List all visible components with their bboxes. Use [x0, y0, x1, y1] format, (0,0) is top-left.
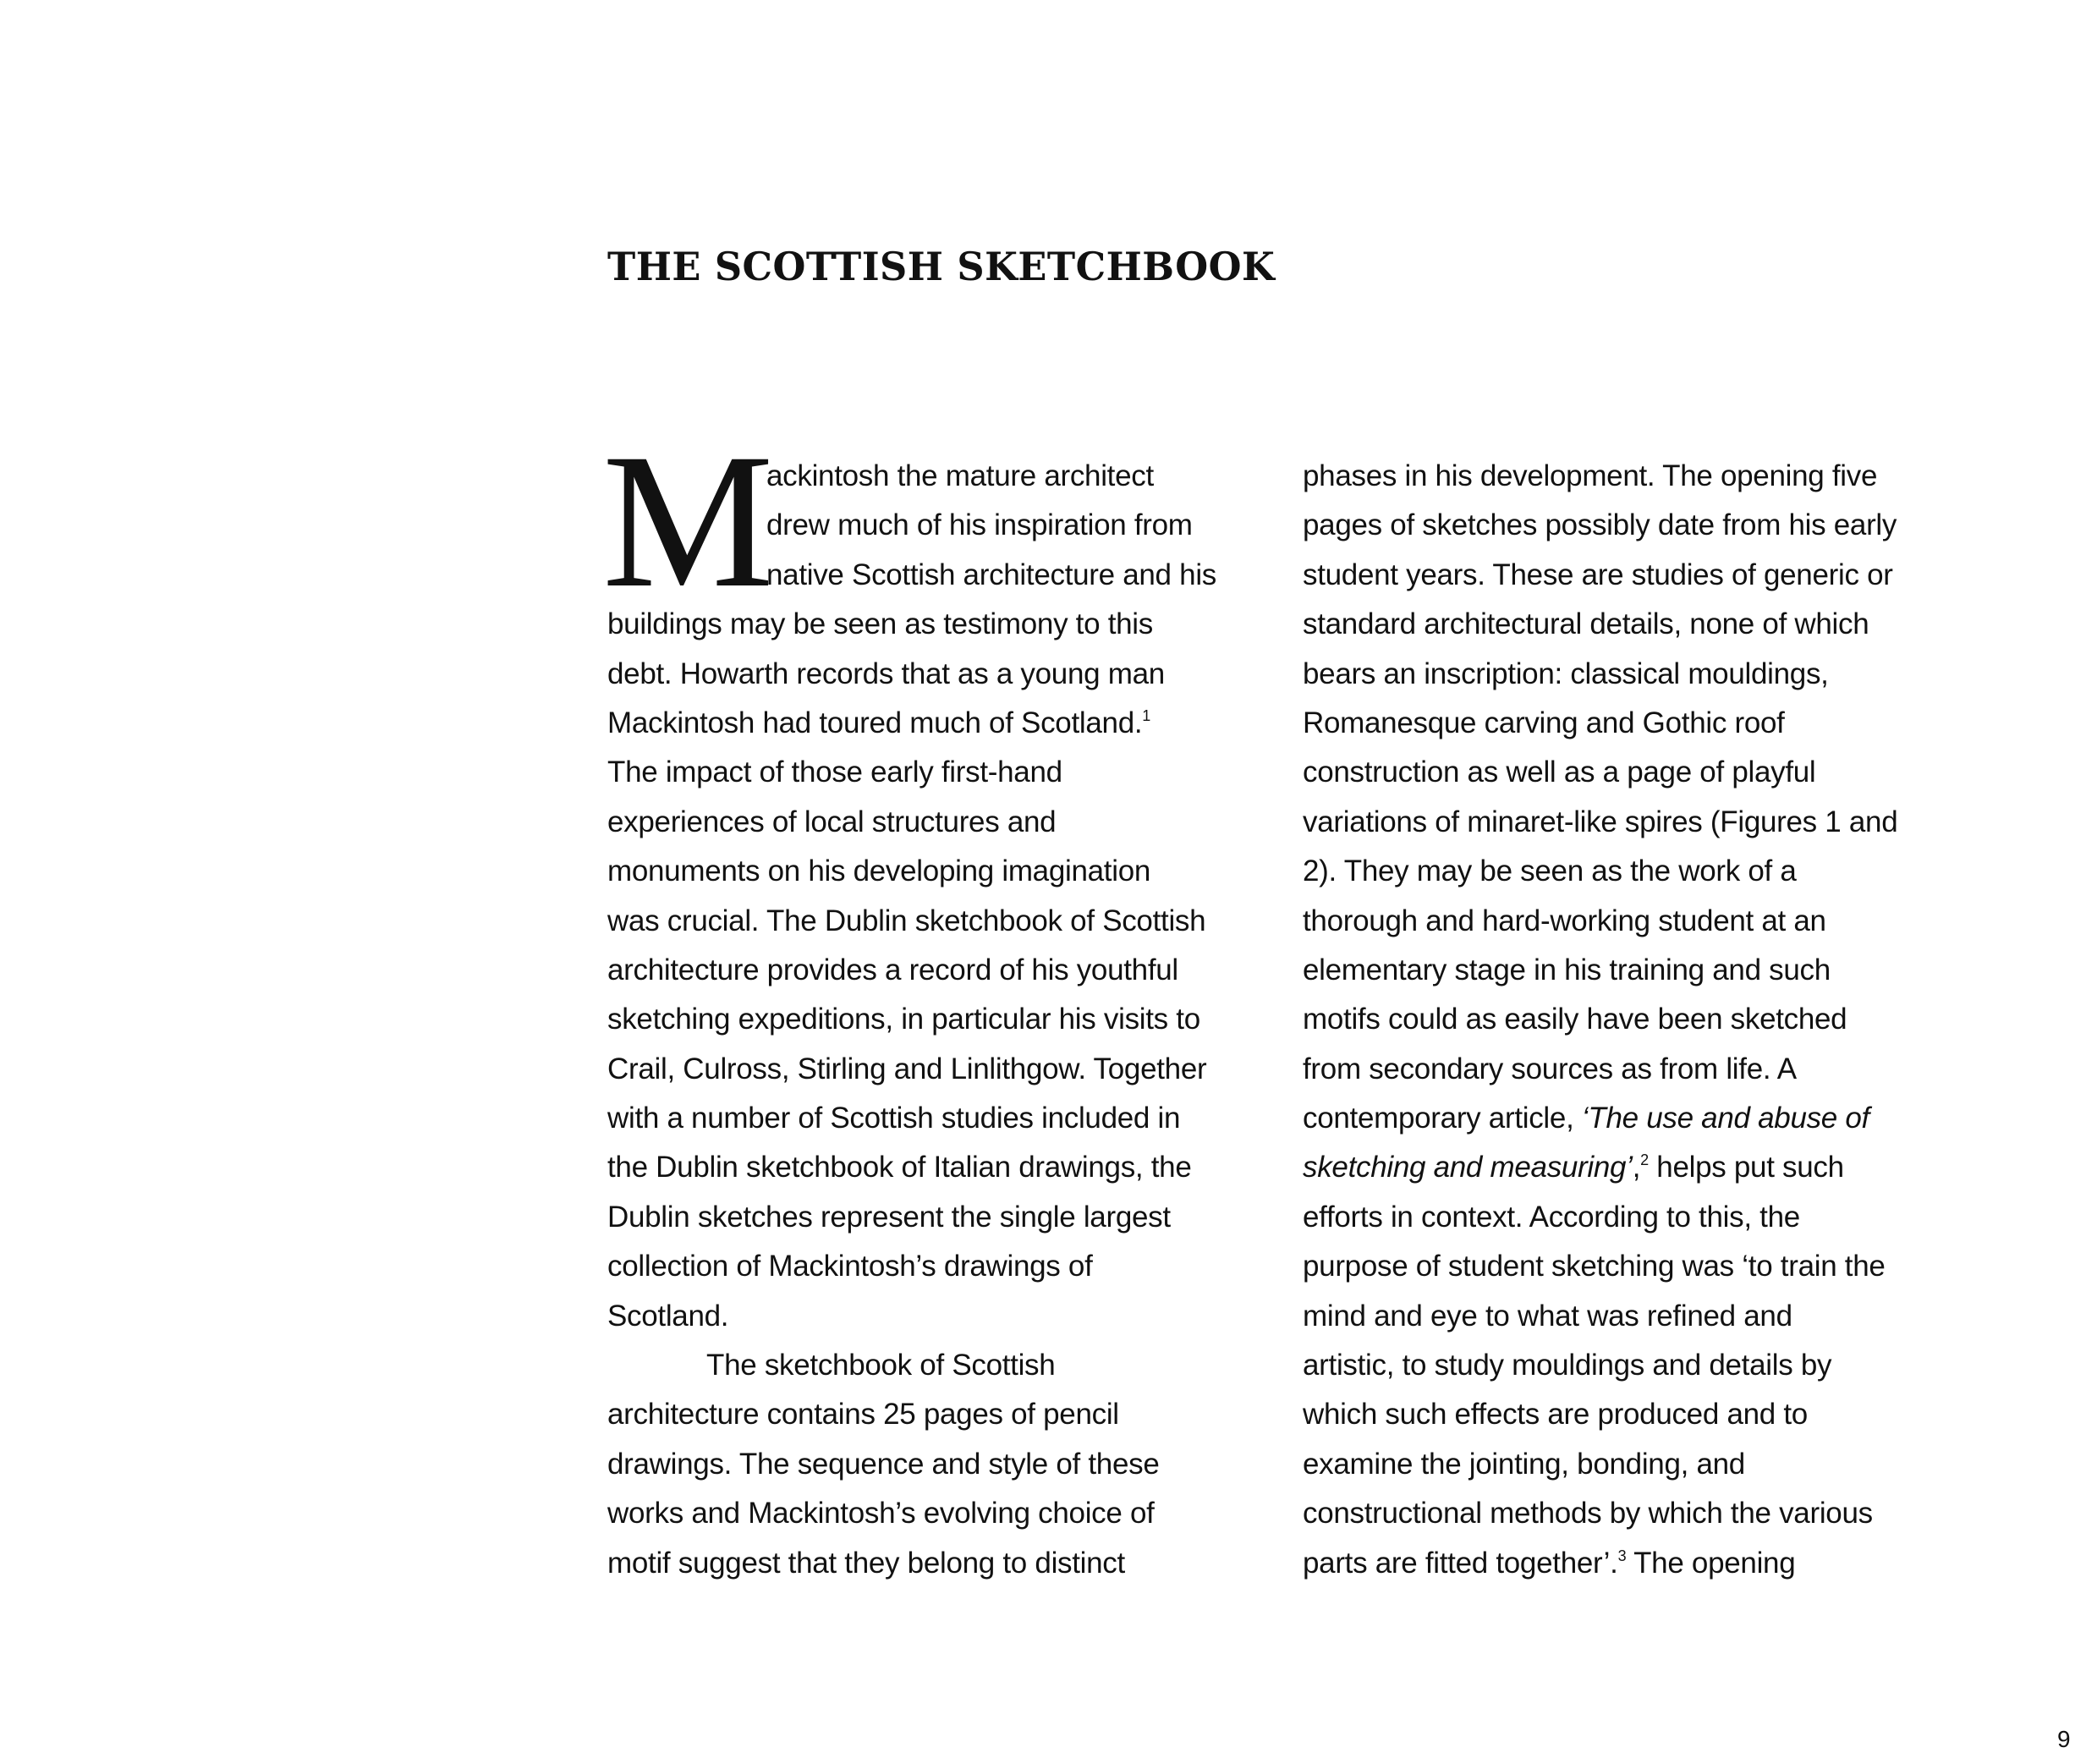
text-line — [1303, 897, 1963, 946]
text-segment: parts are fitted together’. — [1303, 1546, 1618, 1580]
right-text-column — [1303, 452, 1963, 1588]
text-segment: The opening — [1626, 1546, 1796, 1580]
text-segment: native Scottish architecture and his — [766, 558, 1216, 591]
text-line — [1303, 600, 1963, 649]
text-line — [1303, 1390, 1963, 1439]
text-segment: bears an inscription: classical mouldings, — [1303, 657, 1829, 690]
text-line — [607, 897, 1267, 946]
text-line — [607, 551, 1267, 600]
text-segment: efforts in context. According to this, the — [1303, 1200, 1800, 1234]
text-segment: Scotland. — [607, 1299, 729, 1333]
text-line — [1303, 650, 1963, 699]
text-line — [1303, 748, 1963, 797]
text-segment: experiences of local structures and — [607, 805, 1057, 838]
text-segment: pages of sketches possibly date from his early — [1303, 508, 1897, 542]
text-line — [607, 1341, 1267, 1390]
text-segment: helps put such — [1648, 1151, 1844, 1184]
text-line — [1303, 452, 1963, 501]
text-segment: mind and eye to what was refined and — [1303, 1299, 1792, 1333]
text-segment: architecture contains 25 pages of pencil — [607, 1398, 1119, 1432]
text-segment: monuments on his developing imagination — [607, 855, 1151, 888]
text-line — [607, 798, 1267, 847]
text-segment: contemporary article, — [1303, 1102, 1582, 1135]
text-segment: was crucial. The Dublin sketchbook of Scottish — [607, 904, 1206, 937]
text-line — [607, 1489, 1267, 1538]
text-segment: the Dublin sketchbook of Italian drawings, the — [607, 1151, 1192, 1184]
text-line — [607, 452, 1267, 501]
text-segment: motif suggest that they belong to distinct — [607, 1546, 1125, 1580]
text-segment: Crail, Culross, Stirling and Linlithgow. Together — [607, 1052, 1207, 1085]
text-line — [607, 1143, 1267, 1192]
text-line — [1303, 699, 1963, 748]
text-line — [1303, 1292, 1963, 1341]
text-segment: sketching and measuring’ — [1303, 1151, 1633, 1184]
text-segment: drawings. The sequence and style of these — [607, 1447, 1160, 1481]
text-segment: 2). They may be seen as the work of a — [1303, 855, 1797, 888]
text-line — [1303, 551, 1963, 600]
text-line — [1303, 1341, 1963, 1390]
text-line — [607, 847, 1267, 896]
chapter-heading: THE SCOTTISH SKETCHBOOK — [607, 244, 1276, 289]
text-line — [607, 748, 1267, 797]
text-line — [607, 946, 1267, 995]
text-segment: with a number of Scottish studies included in — [607, 1102, 1181, 1135]
text-line — [607, 1390, 1267, 1439]
text-line — [607, 600, 1267, 649]
text-line — [1303, 798, 1963, 847]
footnote-reference: 2 — [1640, 1151, 1649, 1169]
text-segment: purpose of student sketching was ‘to train the — [1303, 1250, 1886, 1283]
text-segment: variations of minaret-like spires (Figures 1 and — [1303, 805, 1898, 838]
text-line — [1303, 1539, 1963, 1588]
text-segment: phases in his development. The opening five — [1303, 459, 1878, 492]
text-segment: elementary stage in his training and such — [1303, 953, 1831, 986]
text-line — [607, 1094, 1267, 1143]
text-line — [1303, 847, 1963, 896]
text-line — [607, 1045, 1267, 1094]
left-text-column — [607, 452, 1267, 1588]
text-line — [607, 1539, 1267, 1588]
text-segment: thorough and hard-working student at an — [1303, 904, 1826, 937]
text-segment: Mackintosh had toured much of Scotland. — [607, 706, 1143, 739]
text-segment: The impact of those early first-hand — [607, 756, 1062, 789]
text-segment: debt. Howarth records that as a young man — [607, 657, 1165, 690]
text-segment: constructional methods by which the various — [1303, 1497, 1873, 1530]
text-segment: construction as well as a page of playful — [1303, 756, 1816, 789]
text-segment: architecture provides a record of his youthful — [607, 953, 1178, 986]
text-segment: examine the jointing, bonding, and — [1303, 1447, 1745, 1481]
page-number: 9 — [2057, 1726, 2071, 1752]
text-segment: collection of Mackintosh’s drawings of — [607, 1250, 1093, 1283]
text-line — [607, 699, 1267, 748]
text-segment: student years. These are studies of generic or — [1303, 558, 1893, 591]
text-segment: The sketchbook of Scottish — [706, 1349, 1056, 1382]
footnote-reference: 1 — [1142, 706, 1150, 724]
text-segment: from secondary sources as from life. A — [1303, 1052, 1797, 1085]
text-line — [1303, 1440, 1963, 1489]
drop-cap: M — [602, 415, 774, 628]
text-line — [607, 1440, 1267, 1489]
text-segment: drew much of his inspiration from — [766, 508, 1193, 542]
text-line — [607, 501, 1267, 550]
text-segment: sketching expeditions, in particular his visits to — [607, 1003, 1200, 1036]
text-segment: , — [1632, 1151, 1641, 1184]
text-segment: buildings may be seen as testimony to this — [607, 607, 1153, 641]
text-line — [1303, 1143, 1963, 1192]
text-segment: works and Mackintosh’s evolving choice of — [607, 1497, 1155, 1530]
text-line — [607, 1242, 1267, 1291]
text-line — [1303, 1094, 1963, 1143]
text-segment: which such effects are produced and to — [1303, 1398, 1808, 1432]
text-line — [607, 650, 1267, 699]
text-segment: Dublin sketches represent the single largest — [607, 1200, 1171, 1234]
footnote-reference: 3 — [1617, 1547, 1627, 1564]
text-line — [1303, 946, 1963, 995]
text-line — [607, 995, 1267, 1044]
text-line — [1303, 1045, 1963, 1094]
text-segment: ‘The use and abuse of — [1581, 1102, 1869, 1135]
text-line — [1303, 501, 1963, 550]
text-segment: standard architectural details, none of which — [1303, 607, 1869, 641]
text-segment: motifs could as easily have been sketched — [1303, 1003, 1847, 1036]
text-line — [1303, 995, 1963, 1044]
text-line — [1303, 1242, 1963, 1291]
text-line — [607, 1193, 1267, 1242]
text-segment: ackintosh the mature architect — [766, 459, 1154, 492]
text-line — [1303, 1489, 1963, 1538]
text-line — [607, 1292, 1267, 1341]
text-segment: Romanesque carving and Gothic roof — [1303, 706, 1785, 739]
text-line — [1303, 1193, 1963, 1242]
text-segment: artistic, to study mouldings and details by — [1303, 1349, 1832, 1382]
